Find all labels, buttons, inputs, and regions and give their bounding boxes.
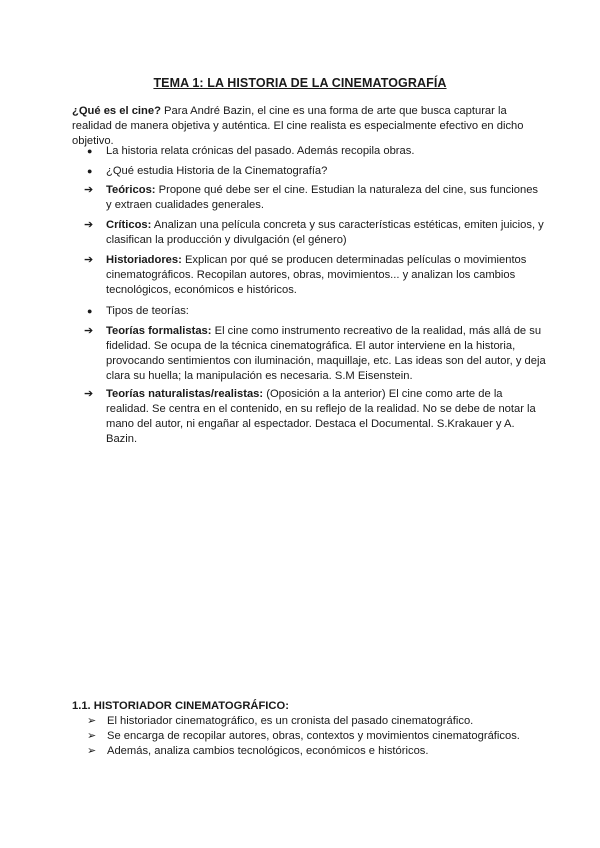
- bullet-text: ¿Qué estudia Historia de la Cinematografía?: [106, 165, 328, 177]
- arrow-item-label: Historiadores:: [106, 254, 182, 266]
- arrow-icon: ➔: [84, 219, 94, 231]
- intro-label: ¿Qué es el cine?: [72, 105, 161, 117]
- arrow-item-text: Propone qué debe ser el cine. Estudian la naturaleza del cine, sus funciones y extraen cualidades generales.: [106, 184, 539, 211]
- bullet-dot-icon: ●: [87, 166, 93, 176]
- bullet-item: [87, 164, 546, 179]
- arrow-item-text: (Oposición a la anterior) El cine como arte de la realidad. Se centra en el contenido, en su reflejo de la realidad. No se debe de notar la mano del autor, ni engañar al espectador. Destaca el Documental. S.Krakauer y A. Bazin.: [106, 388, 536, 445]
- bullet-text: Tipos de teorías:: [106, 305, 189, 317]
- arrow-icon: ➔: [84, 254, 94, 266]
- triangle-bullet-icon: ➢: [87, 730, 97, 742]
- triangle-bullet-icon: ➢: [87, 715, 97, 727]
- arrow-item-criticos: [84, 218, 546, 248]
- arrow-item-formalistas: [84, 324, 546, 384]
- bullet-dot-icon: ●: [87, 306, 93, 316]
- arrow-item-label: Teorías naturalistas/realistas:: [106, 388, 264, 400]
- list-item-text: Se encarga de recopilar autores, obras, contextos y movimientos cinematográficos.: [107, 730, 520, 742]
- arrow-item-label: Teorías formalistas:: [106, 325, 212, 337]
- arrow-item-historiadores: [84, 253, 546, 298]
- bullet-item: [87, 144, 546, 159]
- arrow-item-teoricos: [84, 183, 546, 213]
- list-item-text: El historiador cinematográfico, es un cronista del pasado cinematográfico.: [107, 715, 474, 727]
- intro-text: Para André Bazin, el cine es una forma de arte que busca capturar la realidad de manera objetiva y auténtica. El cine realista es especialmente efectivo en dicho objetivo.: [72, 105, 524, 147]
- list-item: [87, 714, 547, 729]
- arrow-item-text: Analizan una película concreta y sus características estéticas, emiten juicios, y clasifican la producción y divulgación (el género): [106, 219, 544, 246]
- arrow-item-naturalistas: [84, 387, 546, 447]
- bullet-item-theories: [87, 304, 546, 319]
- bullet-dot-icon: ●: [87, 146, 93, 156]
- arrow-icon: ➔: [84, 388, 94, 400]
- section-heading: 1.1. HISTORIADOR CINEMATOGRÁFICO:: [72, 700, 289, 712]
- arrow-item-label: Teóricos:: [106, 184, 156, 196]
- arrow-icon: ➔: [84, 325, 94, 337]
- arrow-item-text: Explican por qué se producen determinadas películas o movimientos cinematográficos. Recopilan autores, obras, movimientos... y analizan los cambios tecnológicos, económicos e históricos.: [106, 254, 527, 296]
- triangle-bullet-icon: ➢: [87, 745, 97, 757]
- arrow-icon: ➔: [84, 184, 94, 196]
- list-item: [87, 729, 547, 744]
- intro-paragraph: [72, 104, 542, 149]
- document-title: TEMA 1: LA HISTORIA DE LA CINEMATOGRAFÍA: [153, 76, 447, 90]
- arrow-item-label: Críticos:: [106, 219, 152, 231]
- bullet-text: La historia relata crónicas del pasado. Además recopila obras.: [106, 145, 415, 157]
- list-item-text: Además, analiza cambios tecnológicos, económicos e históricos.: [107, 745, 429, 757]
- list-item: [87, 744, 547, 759]
- arrow-item-text: El cine como instrumento recreativo de la realidad, más allá de su fidelidad. Se ocupa de la técnica cinematográfica. El autor interviene en la historia, provocando sentimientos con iluminación, maquillaje, etc. Las ideas son del autor, y deja clara su huella; la manipulación es necesaria. S.M Eisenstein.: [106, 325, 546, 382]
